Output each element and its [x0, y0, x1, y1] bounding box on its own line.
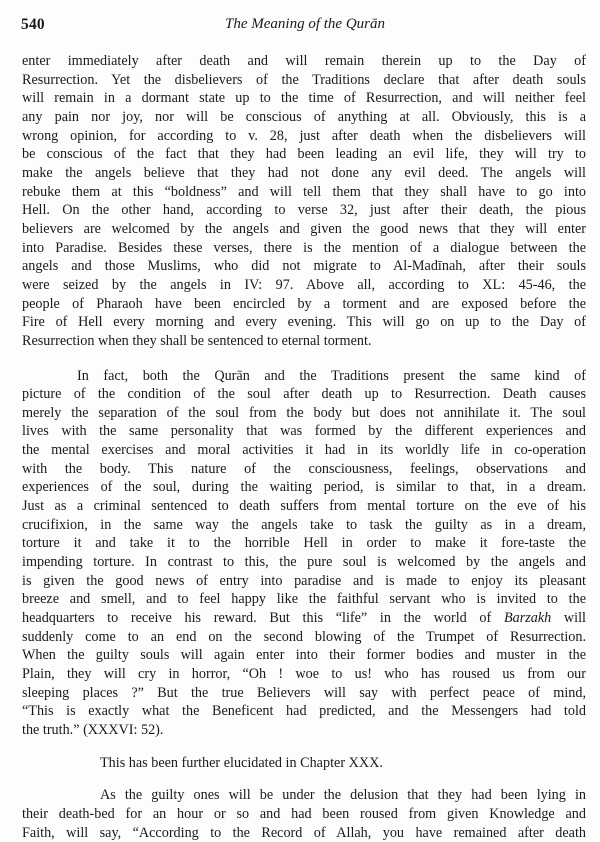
text-segment: will: [551, 610, 586, 627]
page-number: 540: [21, 16, 45, 33]
text-line: wrong opinion, for according to v. 28, just after death when the disbelievers will: [22, 127, 586, 144]
text-line: believers are welcomed by the angels and given the good news that they will enter: [22, 220, 586, 237]
text-line: the mental exercises and moral activities it had in its worldly life in co-operation: [22, 442, 586, 459]
text-line: angels and those Muslims, who did not migrate to Al-Madīnah, after their souls: [22, 258, 586, 275]
text-line: breeze and smell, and to feel happy like the faithful servant who is invited to the: [22, 591, 586, 608]
text-line: picture of the condition of the soul after death up to Resurrection. Death causes: [22, 386, 586, 403]
text-line: Resurrection. Yet the disbelievers of the Traditions declare that after death souls: [22, 71, 586, 88]
text-line: This has been further elucidated in Chapter XXX.: [100, 754, 383, 771]
text-line: suddenly come to an end on the second blowing of the Trumpet of Resurrection.: [22, 628, 586, 645]
text-line: sleeping places ?” But the true Believers will say with perfect peace of mind,: [22, 684, 586, 701]
text-line: Hell. On the other hand, according to verse 32, just after their death, the pious: [22, 202, 586, 219]
text-line: will remain in a dormant state up to the time of Resurrection, and will neither feel: [22, 90, 586, 107]
text-line: experiences of the soul, during the waiting period, is similar to that, in a dream.: [22, 479, 586, 496]
text-line: Plain, they will cry in horror, “Oh ! woe to us! who has roused us from our: [22, 666, 586, 682]
text-line: In fact, both the Qurān and the Traditions present the same kind of: [77, 367, 586, 384]
text-line: When the guilty souls will again enter into their former bodies and muster in the: [22, 647, 586, 664]
text-line: Resurrection when they shall be sentenced to eternal torment.: [22, 332, 372, 349]
text-line: is given the good news of entry into paradise and is made to enjoy its pleasant: [22, 572, 586, 589]
page-header: [21, 16, 579, 42]
paragraph-2: [22, 367, 586, 740]
paragraph-4: [22, 786, 586, 842]
text-line: As the guilty ones will be under the delusion that they had been lying in: [100, 787, 586, 804]
text-line: “This is exactly what the Beneficent had predicted, and the Messengers had told: [22, 703, 586, 720]
body-text: [22, 52, 586, 842]
text-line: crucifixion, in the same way the angels take to task the guilty as in a dream,: [22, 516, 586, 533]
text-line: lives with the same personality that was formed by the different experiences and: [22, 423, 586, 440]
text-line: [22, 609, 586, 628]
text-line: any pain nor joy, nor will be conscious of anything at all. Obviously, this is a: [22, 108, 586, 125]
text-line: their death-bed for an hour or so and had been roused from given Knowledge and: [22, 805, 586, 822]
italic-term: Barzakh: [503, 610, 552, 627]
text-line: the truth.” (XXXVI: 52).: [22, 721, 164, 738]
text-line: be conscious of the fact that they had been leading an evil life, they will try to: [22, 146, 586, 163]
text-line: Faith, will say, “According to the Record of Allah, you have remained after death: [22, 824, 586, 841]
text-line: Just as a criminal sentenced to death suffers from mental torture on the eve of his: [22, 498, 586, 515]
text-line: Fire of Hell every morning and every evening. This will go on up to the Day of: [22, 314, 586, 331]
paragraph-gap: [22, 740, 586, 754]
text-line: with the body. This nature of the consciousness, feelings, observations and: [22, 460, 586, 477]
running-title: The Meaning of the Qurān: [225, 16, 385, 32]
text-line: impending torture. In contrast to this, the pure soul is welcomed by the angels and: [22, 554, 586, 571]
paragraph-3: [22, 754, 586, 773]
text-line: people of Pharaoh have been encircled by a torment and are exposed before the: [22, 295, 586, 312]
text-line: rebuke them at this “boldness” and will tell them that they shall have to go into: [22, 183, 586, 200]
text-line: merely the separation of the soul from the body but does not annihilate it. The soul: [22, 404, 586, 421]
text-line: enter immediately after death and will remain therein up to the Day of: [22, 53, 586, 69]
text-line: were seized by the angels in IV: 97. Above all, according to XL: 45-46, the: [22, 276, 586, 293]
paragraph-gap: [22, 351, 586, 367]
text-segment: headquarters to receive his reward. But this “life” in the world of: [22, 610, 504, 627]
text-line: torture it and take it to the horrible Hell in order to make it fore-taste the: [22, 535, 586, 552]
paragraph-1: [22, 52, 586, 351]
text-line: make the angels believe that they had not done any evil deed. The angels will: [22, 164, 586, 181]
paragraph-gap: [22, 772, 586, 786]
text-line: into Paradise. Besides these verses, there is the mention of a dialogue between the: [22, 239, 586, 256]
